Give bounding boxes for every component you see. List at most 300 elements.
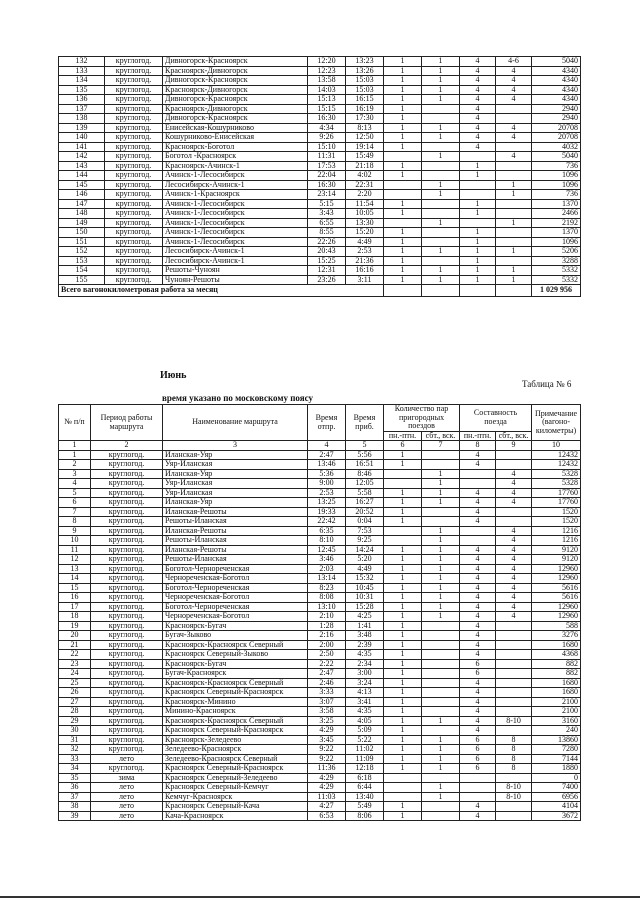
- column-number: 2: [91, 441, 163, 451]
- column-number: 8: [460, 441, 496, 451]
- table-cell: [422, 688, 460, 698]
- table-cell: 1: [422, 612, 460, 622]
- table-cell: 1: [422, 545, 460, 555]
- table-cell: 4: [460, 583, 496, 593]
- table-cell: [496, 678, 532, 688]
- table-cell: 1880: [532, 764, 581, 774]
- table-cell: 13:14: [308, 574, 346, 584]
- header-note: Примечание (вагоно-километры): [532, 405, 581, 441]
- table-cell: 1: [384, 640, 422, 650]
- subheader-weekday: пн.-птн.: [384, 431, 422, 441]
- table-cell: Красноярск Северный-Красноярск: [163, 764, 308, 774]
- table-row: [59, 57, 581, 67]
- table-cell: 8:08: [308, 593, 346, 603]
- table-cell: Красноярск Северный-Красноярск: [163, 726, 308, 736]
- table-cell: 7280: [532, 745, 581, 755]
- table-cell: 141: [59, 142, 105, 152]
- column-number: 5: [346, 441, 384, 451]
- table-cell: [422, 811, 460, 821]
- table-cell: [496, 517, 532, 527]
- table-cell: 3:00: [346, 669, 384, 679]
- table-cell: 1: [384, 716, 422, 726]
- table-cell: 20:52: [346, 507, 384, 517]
- table-cell: [422, 460, 460, 470]
- table-cell: 22: [59, 650, 91, 660]
- table-cell: круглогод.: [91, 450, 163, 460]
- table-cell: 13:58: [308, 76, 346, 86]
- table-cell: [422, 678, 460, 688]
- table-cell: [496, 199, 532, 209]
- table-cell: 12960: [532, 602, 581, 612]
- table-cell: Чуноян-Решоты: [163, 275, 308, 285]
- table-cell: 1520: [532, 517, 581, 527]
- table-cell: 2:34: [346, 659, 384, 669]
- table-cell: 1520: [532, 507, 581, 517]
- table-cell: 1: [384, 450, 422, 460]
- table-cell: 8:13: [346, 123, 384, 133]
- table-cell: 1: [384, 76, 422, 86]
- header-num: № п/п: [59, 405, 91, 441]
- table-cell: 5206: [532, 247, 581, 257]
- table-cell: 155: [59, 275, 105, 285]
- table-cell: 9:26: [308, 133, 346, 143]
- table-cell: 11:09: [346, 754, 384, 764]
- table-cell: 1680: [532, 688, 581, 698]
- table-cell: круглогод.: [105, 266, 163, 276]
- table-cell: круглогод.: [91, 640, 163, 650]
- table-cell: 6: [59, 498, 91, 508]
- table-cell: 6:18: [346, 773, 384, 783]
- table-cell: 1: [384, 517, 422, 527]
- table-cell: 1: [422, 66, 460, 76]
- table-cell: 5328: [532, 469, 581, 479]
- table-cell: 4: [496, 498, 532, 508]
- table-cell: 4:13: [346, 688, 384, 698]
- table-cell: 6:53: [308, 811, 346, 821]
- table-cell: 2:00: [308, 640, 346, 650]
- table-cell: 4: [496, 536, 532, 546]
- table-cell: 1: [384, 85, 422, 95]
- table-cell: 4: [496, 152, 532, 162]
- table-cell: круглогод.: [91, 498, 163, 508]
- table-cell: [384, 773, 422, 783]
- table-cell: Лесосибирск-Ачинск-1: [163, 256, 308, 266]
- table-cell: [422, 773, 460, 783]
- table-cell: 1: [384, 275, 422, 285]
- table-cell: круглогод.: [105, 104, 163, 114]
- table-cell: [496, 621, 532, 631]
- table-cell: 4: [496, 95, 532, 105]
- table-row: [59, 792, 581, 802]
- table-cell: Боготол -Красноярск: [163, 152, 308, 162]
- table-cell: 1: [384, 171, 422, 181]
- table-cell: 140: [59, 133, 105, 143]
- table-cell: 14: [59, 574, 91, 584]
- table-cell: круглогод.: [91, 621, 163, 631]
- table-cell: [496, 507, 532, 517]
- table-cell: [496, 460, 532, 470]
- table-cell: 21:36: [346, 256, 384, 266]
- table-cell: Красноярск-Дивногорск: [163, 66, 308, 76]
- table-cell: круглогод.: [91, 650, 163, 660]
- table-row: [59, 678, 581, 688]
- table-cell: 1: [460, 199, 496, 209]
- table-cell: 136: [59, 95, 105, 105]
- table-cell: 12432: [532, 460, 581, 470]
- table-cell: 1: [460, 266, 496, 276]
- table-cell: 1: [422, 123, 460, 133]
- table-cell: [460, 479, 496, 489]
- table-cell: 1: [384, 237, 422, 247]
- table-cell: 8-10: [496, 792, 532, 802]
- table-cell: [460, 180, 496, 190]
- table-cell: 4:34: [308, 123, 346, 133]
- table-cell: 4: [496, 583, 532, 593]
- table-cell: Красноярск Северный-Кемчуг: [163, 783, 308, 793]
- table-cell: 11:02: [346, 745, 384, 755]
- table-cell: круглогод.: [91, 536, 163, 546]
- table-cell: 5040: [532, 57, 581, 67]
- table-cell: 4: [496, 76, 532, 86]
- table-cell: 15:03: [346, 76, 384, 86]
- table-cell: 15:28: [346, 602, 384, 612]
- table-cell: [384, 190, 422, 200]
- table-cell: 4: [460, 697, 496, 707]
- table-row: [59, 735, 581, 745]
- table-cell: 20708: [532, 123, 581, 133]
- table-cell: 4:25: [346, 612, 384, 622]
- table-cell: 1: [422, 247, 460, 257]
- table-cell: 1: [422, 716, 460, 726]
- table-cell: 23:14: [308, 190, 346, 200]
- table-row: [59, 612, 581, 622]
- table-row: [59, 133, 581, 143]
- table-cell: 12:45: [308, 545, 346, 555]
- table-cell: 4: [496, 593, 532, 603]
- table-cell: круглогод.: [105, 161, 163, 171]
- table-cell: Кемчуг-Красноярск: [163, 792, 308, 802]
- table-cell: 2:47: [308, 669, 346, 679]
- table-cell: 13:25: [308, 498, 346, 508]
- table-cell: 1: [460, 161, 496, 171]
- table-cell: 1: [384, 66, 422, 76]
- table-row: [59, 783, 581, 793]
- table-cell: 1: [384, 123, 422, 133]
- table-cell: 1: [384, 583, 422, 593]
- table-cell: 5:58: [346, 488, 384, 498]
- table-cell: Дивногорск-Красноярск: [163, 57, 308, 67]
- table-cell: 11:03: [308, 792, 346, 802]
- table-cell: 1: [384, 726, 422, 736]
- table-cell: 1: [384, 688, 422, 698]
- table-cell: Ачинск-1-Лесосибирск: [163, 199, 308, 209]
- table-cell: [496, 631, 532, 641]
- table-cell: [422, 726, 460, 736]
- header-row: [59, 405, 581, 432]
- table-cell: 1: [496, 247, 532, 257]
- table-row: [59, 171, 581, 181]
- table-row: [59, 773, 581, 783]
- table-cell: 1680: [532, 640, 581, 650]
- table-cell: 1: [384, 545, 422, 555]
- table-cell: 16:16: [346, 266, 384, 276]
- table-cell: 8-10: [496, 716, 532, 726]
- table-cell: 15:49: [346, 152, 384, 162]
- table-cell: 19:33: [308, 507, 346, 517]
- table-cell: 5:49: [346, 802, 384, 812]
- table-cell: 6:55: [308, 218, 346, 228]
- table-cell: лето: [91, 792, 163, 802]
- table-cell: Ачинск-1-Красноярск: [163, 190, 308, 200]
- table-cell: 7144: [532, 754, 581, 764]
- table-cell: [384, 536, 422, 546]
- table-cell: [460, 218, 496, 228]
- table-cell: 1: [384, 621, 422, 631]
- table-cell: 6:44: [346, 783, 384, 793]
- table-cell: 4: [460, 450, 496, 460]
- table-cell: 1: [384, 199, 422, 209]
- table-cell: Кошурниково-Енисейская: [163, 133, 308, 143]
- table-cell: 1096: [532, 171, 581, 181]
- table-cell: 133: [59, 66, 105, 76]
- table-cell: 7: [59, 507, 91, 517]
- table-cell: 1: [460, 275, 496, 285]
- table-cell: 1: [384, 650, 422, 660]
- table-cell: 8:55: [308, 228, 346, 238]
- table-cell: [422, 697, 460, 707]
- table-row: [59, 716, 581, 726]
- table-cell: Красноярск-Ачинск-1: [163, 161, 308, 171]
- table-cell: [422, 669, 460, 679]
- table-cell: 8:10: [308, 536, 346, 546]
- table-cell: 5040: [532, 152, 581, 162]
- table-cell: 6: [460, 659, 496, 669]
- table-row: [59, 66, 581, 76]
- table-cell: 8: [496, 764, 532, 774]
- table-cell: 1: [384, 669, 422, 679]
- table-number: Таблица № 6: [522, 379, 572, 389]
- table-cell: 4: [496, 133, 532, 143]
- table-cell: Дивногорск-Красноярск: [163, 95, 308, 105]
- header-dep: Время отпр.: [308, 405, 346, 441]
- table-cell: 1: [422, 133, 460, 143]
- table-cell: 4: [460, 498, 496, 508]
- table-cell: [460, 536, 496, 546]
- table-cell: 28: [59, 707, 91, 717]
- table-cell: 8: [496, 735, 532, 745]
- table-cell: 2100: [532, 707, 581, 717]
- table-row: [59, 802, 581, 812]
- table-cell: 6: [460, 735, 496, 745]
- table-cell: Красноярск-Красноярск Северный: [163, 640, 308, 650]
- table-cell: [422, 228, 460, 238]
- table-cell: 1: [384, 574, 422, 584]
- table-cell: круглогод.: [91, 669, 163, 679]
- table-cell: [496, 773, 532, 783]
- table-cell: [384, 152, 422, 162]
- table-cell: 882: [532, 669, 581, 679]
- table-cell: 4: [460, 640, 496, 650]
- table-cell: 1: [384, 678, 422, 688]
- table-cell: 1216: [532, 536, 581, 546]
- table-cell: 4:49: [346, 564, 384, 574]
- table-cell: 5616: [532, 593, 581, 603]
- table-cell: 5:09: [346, 726, 384, 736]
- table-cell: [422, 142, 460, 152]
- table-cell: 1: [460, 247, 496, 257]
- table-row: [59, 469, 581, 479]
- table-cell: 4:27: [308, 802, 346, 812]
- table-cell: [422, 621, 460, 631]
- table-cell: 4: [460, 460, 496, 470]
- table-cell: 4: [460, 142, 496, 152]
- table-cell: 148: [59, 209, 105, 219]
- table-cell: 12:20: [308, 57, 346, 67]
- table-cell: 15:10: [308, 142, 346, 152]
- table-cell: 2:53: [346, 247, 384, 257]
- table-cell: 1: [422, 583, 460, 593]
- table-cell: [496, 659, 532, 669]
- column-number: 7: [422, 441, 460, 451]
- table-cell: круглогод.: [105, 95, 163, 105]
- table-cell: 151: [59, 237, 105, 247]
- table-cell: [496, 237, 532, 247]
- table-cell: 9:22: [308, 754, 346, 764]
- table-row: [59, 247, 581, 257]
- table-cell: круглогод.: [105, 190, 163, 200]
- table-cell: 13:10: [308, 602, 346, 612]
- table-cell: [384, 180, 422, 190]
- table-cell: 3:58: [308, 707, 346, 717]
- table-cell: 12:05: [346, 479, 384, 489]
- table-cell: круглогод.: [91, 593, 163, 603]
- table-cell: 3672: [532, 811, 581, 821]
- table-cell: круглогод.: [105, 66, 163, 76]
- table-cell: 13:26: [346, 66, 384, 76]
- table-row: [59, 754, 581, 764]
- table-cell: 1: [384, 266, 422, 276]
- table-cell: 22:26: [308, 237, 346, 247]
- table-cell: 1: [384, 593, 422, 603]
- table-cell: 4: [460, 811, 496, 821]
- top-table: [58, 56, 581, 297]
- table-cell: 1: [384, 659, 422, 669]
- table-cell: [496, 142, 532, 152]
- table-cell: Красноярск-Красноярск Северный: [163, 678, 308, 688]
- table-cell: Иланская-Решоты: [163, 507, 308, 517]
- table-cell: 5:56: [346, 450, 384, 460]
- table-cell: 1: [384, 488, 422, 498]
- table-cell: 16:30: [308, 114, 346, 124]
- table-cell: круглогод.: [91, 678, 163, 688]
- table-cell: 12:23: [308, 66, 346, 76]
- table-cell: 2:46: [308, 678, 346, 688]
- table-row: [59, 266, 581, 276]
- table-cell: 2:03: [308, 564, 346, 574]
- table-cell: 5:36: [308, 469, 346, 479]
- table-row: [59, 574, 581, 584]
- table-cell: 4: [460, 612, 496, 622]
- table-cell: 0: [532, 773, 581, 783]
- table-row: [59, 811, 581, 821]
- table-cell: Енисейская-Кошурниково: [163, 123, 308, 133]
- table-cell: 14:24: [346, 545, 384, 555]
- table-cell: 1: [384, 754, 422, 764]
- table-cell: 17760: [532, 488, 581, 498]
- table-cell: 1: [384, 802, 422, 812]
- table-cell: 134: [59, 76, 105, 86]
- table-cell: Чернореченская-Боготол: [163, 574, 308, 584]
- table-cell: 1: [496, 180, 532, 190]
- table-cell: 4: [460, 57, 496, 67]
- table-cell: Красноярск-Дивногорск: [163, 85, 308, 95]
- table-cell: 1: [384, 161, 422, 171]
- table-cell: Красноярск Северный-Зеледеево: [163, 773, 308, 783]
- table-cell: [460, 469, 496, 479]
- table-cell: Красноярск-Боготол: [163, 142, 308, 152]
- table-cell: Решоты-Чуноян: [163, 266, 308, 276]
- table-cell: 1: [422, 564, 460, 574]
- table-cell: 12432: [532, 450, 581, 460]
- table-cell: 1: [384, 602, 422, 612]
- table-cell: 15:03: [346, 85, 384, 95]
- table-cell: 1: [422, 792, 460, 802]
- table-cell: Красноярск Северный-Кача: [163, 802, 308, 812]
- table-row: [59, 161, 581, 171]
- table-cell: круглогод.: [91, 659, 163, 669]
- header-composition: Составность поезда: [460, 405, 532, 432]
- table-cell: 2:20: [346, 190, 384, 200]
- table-cell: Красноярск Северный-Красноярск: [163, 688, 308, 698]
- table-cell: [422, 650, 460, 660]
- table-cell: Боготол-Чернореченская: [163, 583, 308, 593]
- table-cell: [422, 631, 460, 641]
- table-cell: [422, 171, 460, 181]
- table-cell: 4: [496, 469, 532, 479]
- table-cell: 27: [59, 697, 91, 707]
- table-cell: круглогод.: [105, 171, 163, 181]
- table-cell: Решоты-Иланская: [163, 536, 308, 546]
- table-cell: круглогод.: [91, 469, 163, 479]
- table-row: [59, 640, 581, 650]
- table-cell: 13:46: [308, 460, 346, 470]
- table-cell: 6: [460, 745, 496, 755]
- table-cell: 1: [422, 555, 460, 565]
- table-row: [59, 152, 581, 162]
- table-cell: 4: [460, 593, 496, 603]
- table-cell: 16: [59, 593, 91, 603]
- table-cell: 1: [422, 745, 460, 755]
- table-cell: 4: [460, 114, 496, 124]
- table-cell: [496, 450, 532, 460]
- table-cell: 4: [460, 104, 496, 114]
- table-row: [59, 76, 581, 86]
- table-cell: 15: [59, 583, 91, 593]
- table-cell: 146: [59, 190, 105, 200]
- table-cell: 1: [422, 266, 460, 276]
- table-cell: 1: [422, 275, 460, 285]
- table-cell: 154: [59, 266, 105, 276]
- table-cell: зима: [91, 773, 163, 783]
- table-cell: Иланская-Уяр: [163, 498, 308, 508]
- table-row: [59, 479, 581, 489]
- table-cell: [384, 792, 422, 802]
- table-cell: 4:29: [308, 726, 346, 736]
- table-cell: 2940: [532, 114, 581, 124]
- table-cell: 1: [460, 228, 496, 238]
- table-cell: 1: [384, 764, 422, 774]
- table-cell: [496, 104, 532, 114]
